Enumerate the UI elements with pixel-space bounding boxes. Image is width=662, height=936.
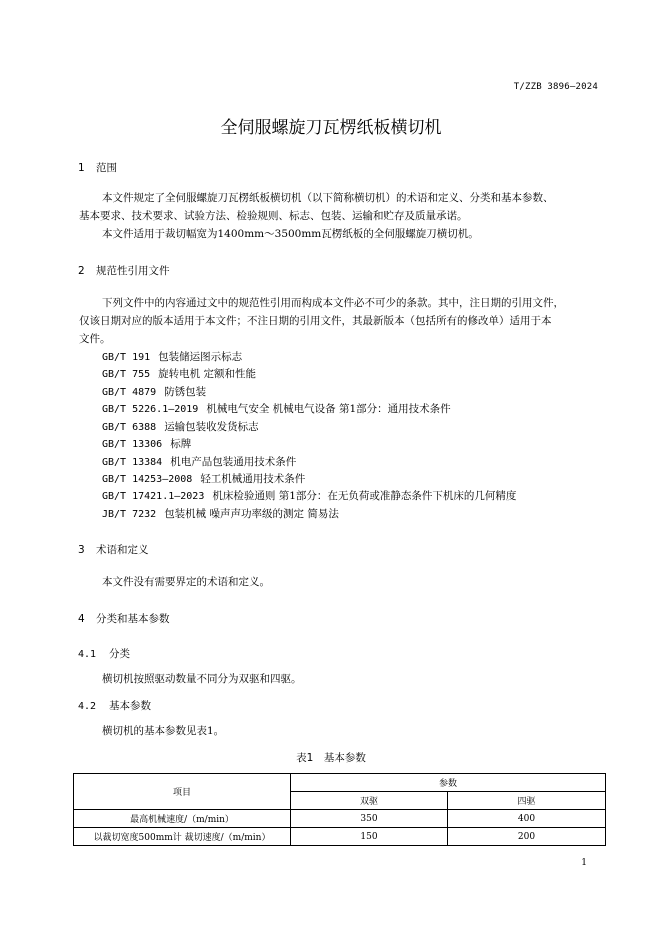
- reference-item: [102, 454, 296, 469]
- section-2-intro-line-1: 下列文件中的内容通过文中的规范性引用而构成本文件必不可少的条款。其中，注日期的引用文件，: [102, 297, 564, 309]
- reference-code: GB/T 6388: [102, 422, 157, 433]
- reference-code: GB/T 5226.1—2019: [102, 404, 199, 415]
- section-1-heading: [78, 160, 117, 175]
- row-item: 最高机械速度/（m/min）: [74, 810, 291, 828]
- reference-item: [102, 471, 305, 486]
- reference-title: 轻工机械通用技术条件: [200, 473, 306, 485]
- row-quad-value: 400: [448, 810, 606, 828]
- section-1-title: 范围: [96, 162, 117, 174]
- reference-title: 机械电气安全 机械电气设备 第1部分：通用技术条件: [206, 403, 451, 415]
- reference-code: GB/T 191: [102, 352, 151, 363]
- section-2-title: 规范性引用文件: [96, 265, 170, 277]
- header-params: 参数: [291, 774, 606, 792]
- reference-item: [102, 436, 191, 451]
- reference-title: 包装机械 噪声声功率级的测定 简易法: [164, 508, 339, 520]
- table-row: [74, 828, 606, 846]
- header-dual-drive: 双驱: [291, 792, 448, 810]
- section-4-1-paragraph: 横切机按照驱动数量不同分为双驱和四驱。: [102, 673, 302, 685]
- section-3-heading: [78, 542, 149, 557]
- section-4-1-title: 分类: [109, 648, 130, 660]
- reference-title: 防锈包装: [164, 386, 207, 398]
- row-dual-value: 150: [291, 828, 448, 846]
- document-title: 全伺服螺旋刀瓦楞纸板横切机: [220, 118, 442, 138]
- section-4-title: 分类和基本参数: [96, 613, 170, 625]
- reference-code: GB/T 13306: [102, 439, 163, 450]
- reference-item: [102, 488, 516, 503]
- table-header-row: [74, 774, 606, 792]
- reference-title: 机床检验通则 第1部分：在无负荷或准静态条件下机床的几何精度: [212, 490, 517, 502]
- section-2-number: 2: [78, 265, 85, 277]
- reference-code: GB/T 14253—2008: [102, 474, 193, 485]
- section-4-number: 4: [78, 613, 85, 625]
- reference-title: 机电产品包装通用技术条件: [170, 456, 297, 468]
- section-4-2-title: 基本参数: [109, 700, 151, 712]
- row-item: 以裁切宽度500mm计 裁切速度/（m/min）: [74, 828, 291, 846]
- section-1-paragraph-1-line-2: 基本要求、技术要求、试验方法、检验规则、标志、包装、运输和贮存及质量承诺。: [79, 210, 468, 222]
- table-row: [74, 810, 606, 828]
- reference-code: GB/T 755: [102, 369, 151, 380]
- page-number: 1: [581, 858, 587, 868]
- reference-item: [102, 506, 339, 521]
- reference-item: [102, 384, 206, 399]
- section-1-number: 1: [78, 162, 85, 174]
- section-4-1-heading: [78, 646, 130, 661]
- reference-code: GB/T 13384: [102, 457, 163, 468]
- section-2-heading: [78, 263, 170, 278]
- table-1-caption: 表1 基本参数: [296, 752, 366, 764]
- reference-item: [102, 419, 259, 434]
- reference-code: JB/T 7232: [102, 509, 157, 520]
- reference-item: [102, 366, 256, 381]
- reference-title: 运输包装收发货标志: [164, 421, 259, 433]
- reference-title: 标牌: [170, 438, 192, 450]
- section-3-title: 术语和定义: [96, 544, 149, 556]
- reference-item: [102, 401, 451, 416]
- section-2-intro-line-2: 仅该日期对应的版本适用于本文件；不注日期的引用文件，其最新版本（包括所有的修改单）适用于本: [79, 315, 552, 327]
- reference-code: GB/T 17421.1—2023: [102, 491, 205, 502]
- section-4-2-paragraph: 横切机的基本参数见表1。: [102, 725, 225, 737]
- section-4-1-number: 4.1: [78, 649, 97, 660]
- header-item: 项目: [74, 774, 291, 810]
- header-quad-drive: 四驱: [448, 792, 606, 810]
- reference-item: [102, 349, 242, 364]
- row-quad-value: 200: [448, 828, 606, 846]
- section-1-paragraph-2: 本文件适用于裁切幅宽为1400mm～3500mm瓦楞纸板的全伺服螺旋刀横切机。: [102, 228, 479, 240]
- section-4-2-heading: [78, 698, 151, 713]
- section-2-intro-line-3: 文件。: [79, 333, 111, 345]
- section-3-paragraph: 本文件没有需要界定的术语和定义。: [102, 576, 270, 588]
- reference-code: GB/T 4879: [102, 387, 157, 398]
- basic-parameters-table: [73, 773, 606, 846]
- section-4-heading: [78, 611, 170, 626]
- row-dual-value: 350: [291, 810, 448, 828]
- reference-title: 包装储运图示标志: [158, 351, 243, 363]
- reference-title: 旋转电机 定额和性能: [158, 368, 257, 380]
- standard-number: T/ZZB 3896—2024: [513, 82, 598, 92]
- section-1-paragraph-1-line-1: 本文件规定了全伺服螺旋刀瓦楞纸板横切机（以下简称横切机）的术语和定义、分类和基本参数、: [102, 192, 554, 204]
- section-4-2-number: 4.2: [78, 701, 97, 712]
- section-3-number: 3: [78, 544, 85, 556]
